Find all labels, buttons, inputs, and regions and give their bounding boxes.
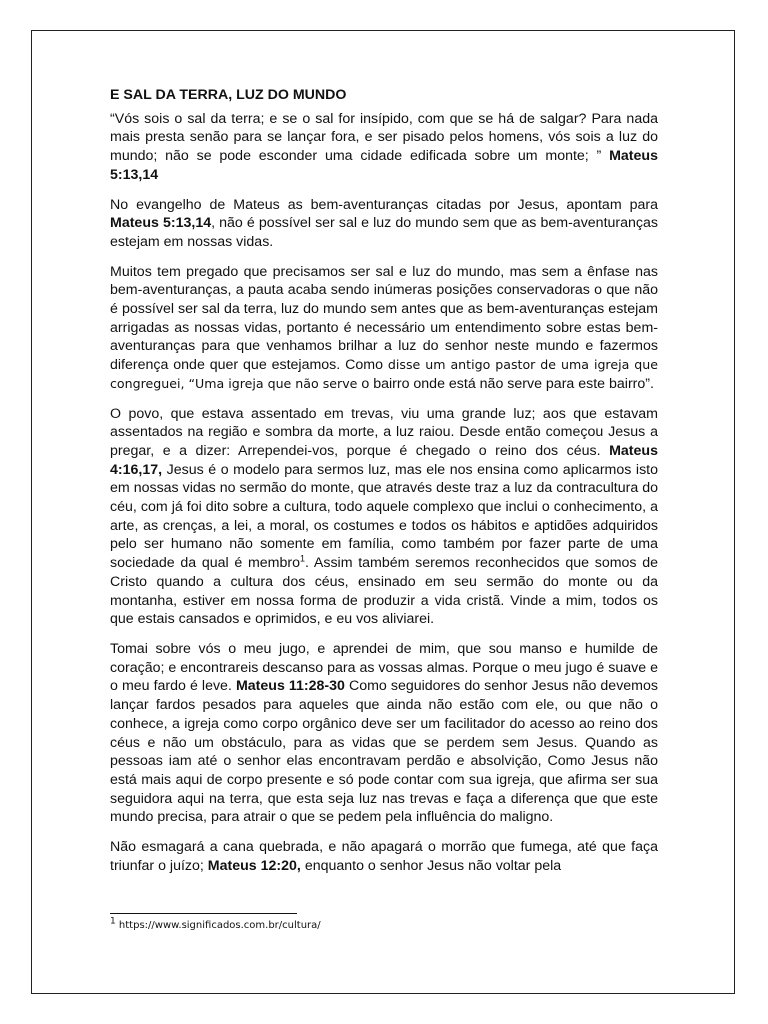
paragraph-3-quote-line: disse um antigo pastor de uma igreja que congreguei, “Uma igreja que não serve xyxy=(110,357,658,391)
scripture-reference: Mateus 11:28-30 xyxy=(235,678,345,695)
paragraph-6-text-b: enquanto o senhor Jesus não voltar pela xyxy=(304,857,562,874)
paragraph-4-text-c: . Assim também seremos reconhecidos que somos de Cristo quando a cultura dos céus, ensinado em seu sermão do monte ou da montanha, estiver em nossa forma de produzir a vida cristã. Vinde a mim, todos os que estais cansados e oprimidos, e eu vos aliviarei. xyxy=(110,555,658,628)
paragraph-4-text-b: Jesus é o modelo para sermos luz, mas ele nos ensina como aplicarmos isto em nossas vidas no sermão do monte, que através deste traz a luz da contracultura do céu, com já foi dito sobre a cultura, todo aquele complexo que inclui o conhecimento, a arte, as crenças, a lei, a moral, os costumes e todos os hábitos e aptidões adquiridos pelo ser humano não somente em família, como também por fazer parte de uma sociedade da qual é membro xyxy=(110,461,658,572)
paragraph-6 xyxy=(110,838,658,875)
scripture-reference: Mateus 5:13,14 xyxy=(110,215,212,232)
paragraph-2-text-b: , não é possível ser sal e luz do mundo sem que as bem-aventuranças estejam em nossas vidas. xyxy=(110,215,658,250)
footnote-number: 1 xyxy=(110,916,116,927)
footnote-link[interactable]: https://www.significados.com.br/cultura/ xyxy=(118,920,321,931)
footnote xyxy=(110,916,321,931)
paragraph-2-text-a: No evangelho de Mateus as bem-aventuranças citadas por Jesus, apontam para xyxy=(110,196,658,213)
paragraph-2 xyxy=(110,196,658,252)
paragraph-5-text-b: Como seguidores do senhor Jesus não devemos lançar fardos pesados para aqueles que ainda não estão com ele, ou que não o conhece, a igreja como corpo orgânico deve ser um facilitador do acesso ao reino dos céus e não um obstáculo, para as vidas que se perdem sem Jesus. Quando as pessoas iam até o senhor elas encontravam perdão e absolvição, Como Jesus não está mais aqui de corpo presente e só pode contar com sua igreja, que afirma ser sua seguidora aqui na terra, que esta seja luz nas trevas e faça a diferença que que este mundo precisa, para atrair o que se pedem pela influência do maligno. xyxy=(110,678,658,826)
paragraph-1 xyxy=(110,110,658,185)
paragraph-4-text-a: O povo, que estava assentado em trevas, viu uma grande luz; aos que estavam assentados na região e sombra da morte, a luz raiou. Desde então começou Jesus a pregar, e a dizer: Arrependei-vos, porque é chegado o reino dos céus. xyxy=(110,405,658,459)
footnote-marker[interactable]: 1 xyxy=(300,553,306,564)
paragraph-4 xyxy=(110,405,658,629)
scripture-reference: Mateus 4:16,17, xyxy=(110,442,658,478)
scripture-reference: Mateus 12:20, xyxy=(207,857,301,874)
scripture-reference: Mateus 5:13,14 xyxy=(110,148,658,183)
paragraph-3 xyxy=(110,263,658,394)
paragraph-5 xyxy=(110,640,658,827)
paragraph-3-text-a: Muitos tem pregado que precisamos ser sal e luz do mundo, mas sem a ênfase nas bem-aventuranças, a pauta acaba sendo inúmeras posições conservadoras o que não é possível ser sal da terra, luz do mundo sem antes que as bem-aventuranças estejam arrigadas as nossas vidas, portanto é necessário um entendimento sobre estas bem-aventuranças para que venhamos brilhar a luz do senhor neste mundo e fazermos diferença onde quer que estejamos. Como xyxy=(110,263,658,374)
paragraph-3-text-c: o bairro onde está não serve para este bairro”. xyxy=(361,375,654,392)
paragraph-1-text: “Vós sois o sal da terra; e se o sal for insípido, com que se há de salgar? Para nada mais presta senão para se lançar fora, e ser pisado pelos homens, vós sois a luz do mundo; não se pode esconder uma cidade edificada sobre um monte; ” xyxy=(110,110,658,165)
document-title: E SAL DA TERRA, LUZ DO MUNDO xyxy=(110,87,347,103)
paragraph-6-text-a: Não esmagará a cana quebrada, e não apagará o morrão que fumega, até que faça triunfar o juízo; xyxy=(110,839,658,874)
document-body xyxy=(110,86,658,886)
footnote-divider xyxy=(110,913,297,914)
paragraph-5-text-a: Tomai sobre vós o meu jugo, e aprendei de mim, que sou manso e humilde de coração; e encontrareis descanso para as vossas almas. Porque o meu jugo é suave e o meu fardo é leve. xyxy=(110,640,658,695)
